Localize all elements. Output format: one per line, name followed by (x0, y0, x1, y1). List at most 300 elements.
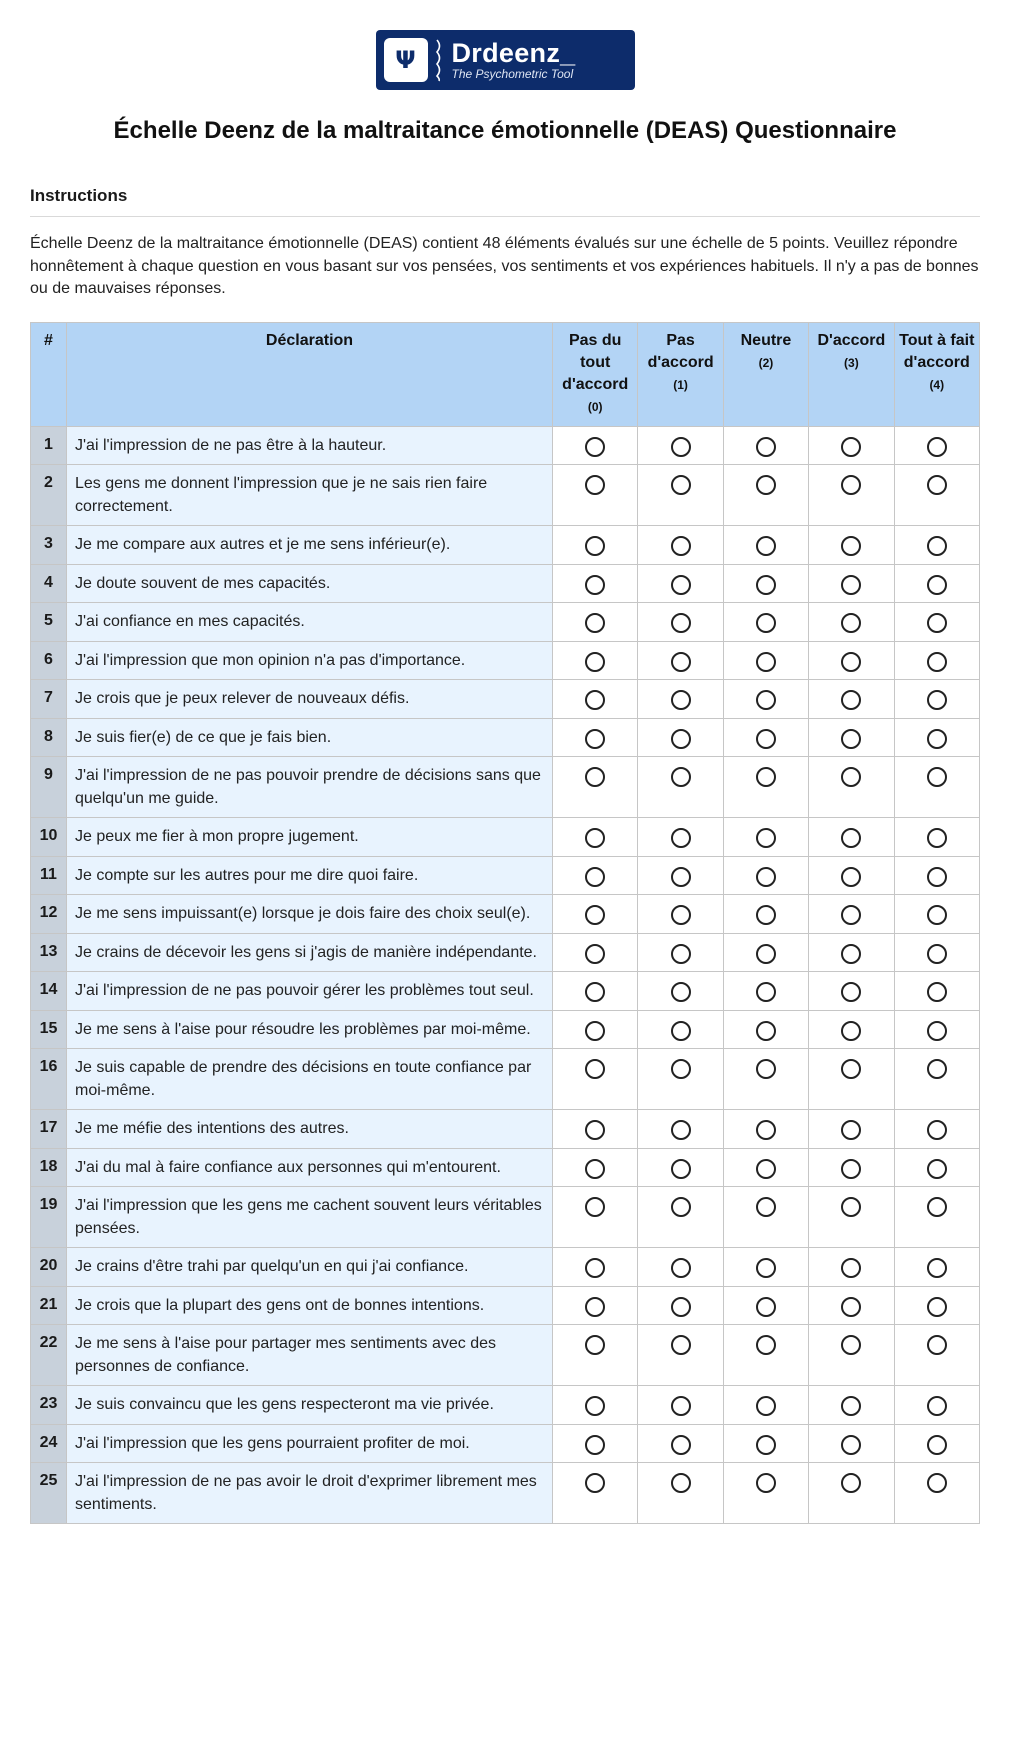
radio-option-1[interactable] (671, 575, 691, 595)
radio-option-1[interactable] (671, 1059, 691, 1079)
option-cell (553, 1010, 638, 1049)
option-cell (894, 1110, 979, 1149)
option-cell (638, 895, 723, 934)
option-cell (553, 1110, 638, 1149)
radio-option-3[interactable] (841, 475, 861, 495)
option-cell (809, 1248, 894, 1287)
option-cell (638, 1110, 723, 1149)
item-statement: Je suis fier(e) de ce que je fais bien. (67, 718, 553, 757)
radio-option-0[interactable] (585, 1396, 605, 1416)
radio-option-4[interactable] (927, 905, 947, 925)
option-label: Pas du tout d'accord (562, 331, 629, 393)
item-statement: J'ai l'impression que mon opinion n'a pas d'importance. (67, 641, 553, 680)
radio-option-3[interactable] (841, 1297, 861, 1317)
item-number: 15 (31, 1010, 67, 1049)
option-cell (723, 1049, 808, 1110)
radio-option-0[interactable] (585, 1021, 605, 1041)
radio-option-3[interactable] (841, 1021, 861, 1041)
radio-option-3[interactable] (841, 767, 861, 787)
radio-option-3[interactable] (841, 828, 861, 848)
option-cell (723, 1187, 808, 1248)
option-cell (638, 1049, 723, 1110)
radio-option-4[interactable] (927, 828, 947, 848)
radio-option-4[interactable] (927, 729, 947, 749)
option-cell (723, 895, 808, 934)
radio-option-0[interactable] (585, 437, 605, 457)
radio-option-1[interactable] (671, 1435, 691, 1455)
option-cell (809, 757, 894, 818)
radio-option-3[interactable] (841, 437, 861, 457)
radio-option-1[interactable] (671, 1335, 691, 1355)
radio-option-1[interactable] (671, 1473, 691, 1493)
option-cell (553, 526, 638, 565)
radio-option-0[interactable] (585, 575, 605, 595)
radio-option-3[interactable] (841, 1435, 861, 1455)
radio-option-0[interactable] (585, 767, 605, 787)
option-cell (638, 564, 723, 603)
option-cell (723, 1325, 808, 1386)
table-row (31, 1463, 980, 1524)
item-statement: J'ai l'impression que les gens pourraient profiter de moi. (67, 1424, 553, 1463)
option-cell (723, 933, 808, 972)
radio-option-2[interactable] (756, 828, 776, 848)
radio-option-2[interactable] (756, 690, 776, 710)
radio-option-1[interactable] (671, 437, 691, 457)
option-cell (638, 603, 723, 642)
option-cell (723, 1463, 808, 1524)
radio-option-2[interactable] (756, 1059, 776, 1079)
option-cell (638, 1463, 723, 1524)
radio-option-0[interactable] (585, 1435, 605, 1455)
item-statement: Je doute souvent de mes capacités. (67, 564, 553, 603)
item-statement: Je crois que la plupart des gens ont de bonnes intentions. (67, 1286, 553, 1325)
option-score: (3) (844, 355, 859, 370)
option-cell (894, 1010, 979, 1049)
table-row (31, 718, 980, 757)
option-cell (894, 1187, 979, 1248)
item-number: 21 (31, 1286, 67, 1325)
option-cell (723, 1386, 808, 1425)
radio-option-0[interactable] (585, 1120, 605, 1140)
option-cell (638, 1424, 723, 1463)
option-cell (638, 465, 723, 526)
option-cell (894, 1286, 979, 1325)
radio-option-4[interactable] (927, 690, 947, 710)
radio-option-2[interactable] (756, 767, 776, 787)
radio-option-0[interactable] (585, 1197, 605, 1217)
radio-option-2[interactable] (756, 575, 776, 595)
option-label: D'accord (817, 331, 886, 349)
radio-option-2[interactable] (756, 536, 776, 556)
radio-option-4[interactable] (927, 1435, 947, 1455)
item-number: 10 (31, 818, 67, 857)
radio-option-3[interactable] (841, 982, 861, 1002)
option-cell (894, 526, 979, 565)
option-cell (809, 1325, 894, 1386)
item-number: 6 (31, 641, 67, 680)
table-row (31, 1424, 980, 1463)
option-cell (723, 1424, 808, 1463)
radio-option-1[interactable] (671, 1197, 691, 1217)
radio-option-3[interactable] (841, 575, 861, 595)
radio-option-0[interactable] (585, 828, 605, 848)
option-cell (553, 641, 638, 680)
option-cell (894, 465, 979, 526)
radio-option-2[interactable] (756, 1335, 776, 1355)
radio-option-1[interactable] (671, 652, 691, 672)
item-number: 24 (31, 1424, 67, 1463)
radio-option-4[interactable] (927, 1021, 947, 1041)
radio-option-0[interactable] (585, 944, 605, 964)
header-option-3 (809, 322, 894, 426)
radio-option-1[interactable] (671, 729, 691, 749)
radio-option-2[interactable] (756, 867, 776, 887)
radio-option-3[interactable] (841, 1059, 861, 1079)
option-score: (1) (673, 377, 688, 392)
radio-option-1[interactable] (671, 690, 691, 710)
radio-option-0[interactable] (585, 1335, 605, 1355)
option-cell (894, 603, 979, 642)
radio-option-0[interactable] (585, 1473, 605, 1493)
item-statement: Je me sens impuissant(e) lorsque je dois faire des choix seul(e). (67, 895, 553, 934)
option-cell (638, 972, 723, 1011)
logo-area (30, 0, 980, 90)
radio-option-0[interactable] (585, 690, 605, 710)
radio-option-4[interactable] (927, 437, 947, 457)
table-row (31, 856, 980, 895)
header-number: # (31, 322, 67, 426)
radio-option-0[interactable] (585, 613, 605, 633)
radio-option-4[interactable] (927, 867, 947, 887)
radio-option-1[interactable] (671, 767, 691, 787)
option-cell (723, 1148, 808, 1187)
radio-option-3[interactable] (841, 1197, 861, 1217)
radio-option-4[interactable] (927, 475, 947, 495)
logo-brace-icon (434, 38, 444, 82)
radio-option-2[interactable] (756, 1197, 776, 1217)
page-title: Échelle Deenz de la maltraitance émotionnelle (DEAS) Questionnaire (113, 117, 897, 144)
radio-option-1[interactable] (671, 613, 691, 633)
option-cell (809, 564, 894, 603)
option-score: (2) (758, 355, 774, 370)
option-cell (894, 895, 979, 934)
option-cell (638, 933, 723, 972)
option-cell (723, 603, 808, 642)
radio-option-1[interactable] (671, 1396, 691, 1416)
option-cell (894, 1325, 979, 1386)
table-row (31, 465, 980, 526)
option-cell (553, 564, 638, 603)
option-cell (894, 1049, 979, 1110)
option-cell (723, 1010, 808, 1049)
radio-option-1[interactable] (671, 867, 691, 887)
table-row (31, 972, 980, 1011)
option-cell (638, 1148, 723, 1187)
option-cell (894, 680, 979, 719)
table-row (31, 1286, 980, 1325)
radio-option-1[interactable] (671, 1297, 691, 1317)
option-cell (553, 1049, 638, 1110)
option-cell (638, 1187, 723, 1248)
item-statement: Je peux me fier à mon propre jugement. (67, 818, 553, 857)
radio-option-1[interactable] (671, 1120, 691, 1140)
radio-option-3[interactable] (841, 1120, 861, 1140)
item-statement: Je me sens à l'aise pour partager mes sentiments avec des personnes de confiance. (67, 1325, 553, 1386)
radio-option-0[interactable] (585, 475, 605, 495)
option-cell (809, 1386, 894, 1425)
option-cell (894, 972, 979, 1011)
radio-option-4[interactable] (927, 1059, 947, 1079)
option-cell (723, 526, 808, 565)
option-cell (723, 972, 808, 1011)
table-row (31, 1325, 980, 1386)
item-number: 12 (31, 895, 67, 934)
radio-option-0[interactable] (585, 729, 605, 749)
radio-option-4[interactable] (927, 982, 947, 1002)
logo-tagline: The Psychometric Tool (451, 67, 574, 81)
radio-option-3[interactable] (841, 652, 861, 672)
radio-option-3[interactable] (841, 1335, 861, 1355)
radio-option-4[interactable] (927, 1120, 947, 1140)
radio-option-2[interactable] (756, 905, 776, 925)
option-cell (809, 818, 894, 857)
radio-option-4[interactable] (927, 1297, 947, 1317)
radio-option-1[interactable] (671, 475, 691, 495)
radio-option-2[interactable] (756, 613, 776, 633)
option-cell (553, 818, 638, 857)
radio-option-1[interactable] (671, 944, 691, 964)
item-statement: Je crains de décevoir les gens si j'agis de manière indépendante. (67, 933, 553, 972)
header-option-4 (894, 322, 979, 426)
item-statement: J'ai l'impression de ne pas être à la hauteur. (67, 426, 553, 465)
option-cell (894, 1424, 979, 1463)
table-row (31, 1049, 980, 1110)
radio-option-2[interactable] (756, 652, 776, 672)
option-cell (809, 1424, 894, 1463)
radio-option-2[interactable] (756, 1258, 776, 1278)
table-row (31, 1248, 980, 1287)
table-row (31, 564, 980, 603)
item-statement: J'ai l'impression de ne pas pouvoir prendre de décisions sans que quelqu'un me guide. (67, 757, 553, 818)
radio-option-0[interactable] (585, 652, 605, 672)
option-cell (809, 1286, 894, 1325)
radio-option-2[interactable] (756, 1120, 776, 1140)
item-statement: Je me sens à l'aise pour résoudre les problèmes par moi-même. (67, 1010, 553, 1049)
radio-option-1[interactable] (671, 1159, 691, 1179)
option-cell (638, 680, 723, 719)
radio-option-0[interactable] (585, 905, 605, 925)
option-cell (638, 1386, 723, 1425)
radio-option-3[interactable] (841, 1396, 861, 1416)
table-row (31, 1010, 980, 1049)
radio-option-0[interactable] (585, 1258, 605, 1278)
radio-option-2[interactable] (756, 1021, 776, 1041)
radio-option-4[interactable] (927, 575, 947, 595)
radio-option-3[interactable] (841, 729, 861, 749)
option-cell (894, 641, 979, 680)
item-number: 1 (31, 426, 67, 465)
option-cell (894, 856, 979, 895)
header-option-2 (723, 322, 808, 426)
item-number: 8 (31, 718, 67, 757)
item-statement: J'ai l'impression de ne pas pouvoir gérer les problèmes tout seul. (67, 972, 553, 1011)
option-cell (638, 1010, 723, 1049)
questionnaire-table (30, 322, 980, 1525)
table-row (31, 818, 980, 857)
radio-option-4[interactable] (927, 944, 947, 964)
option-cell (553, 1424, 638, 1463)
item-number: 11 (31, 856, 67, 895)
radio-option-4[interactable] (927, 536, 947, 556)
option-cell (894, 1386, 979, 1425)
table-row (31, 426, 980, 465)
option-cell (809, 680, 894, 719)
radio-option-3[interactable] (841, 613, 861, 633)
radio-option-4[interactable] (927, 1197, 947, 1217)
header-option-0 (553, 322, 638, 426)
item-statement: J'ai confiance en mes capacités. (67, 603, 553, 642)
option-cell (553, 1248, 638, 1287)
option-cell (723, 680, 808, 719)
option-cell (894, 757, 979, 818)
radio-option-4[interactable] (927, 1335, 947, 1355)
item-statement: Je me méfie des intentions des autres. (67, 1110, 553, 1149)
option-cell (553, 972, 638, 1011)
option-cell (553, 426, 638, 465)
radio-option-3[interactable] (841, 944, 861, 964)
option-cell (809, 1049, 894, 1110)
radio-option-3[interactable] (841, 1159, 861, 1179)
item-statement: Je compte sur les autres pour me dire quoi faire. (67, 856, 553, 895)
radio-option-2[interactable] (756, 1159, 776, 1179)
table-row (31, 641, 980, 680)
table-row (31, 1148, 980, 1187)
header-statement: Déclaration (67, 322, 553, 426)
option-cell (553, 1187, 638, 1248)
psi-icon: Ψ (384, 38, 428, 82)
radio-option-2[interactable] (756, 437, 776, 457)
item-statement: J'ai l'impression que les gens me cachent souvent leurs véritables pensées. (67, 1187, 553, 1248)
radio-option-2[interactable] (756, 982, 776, 1002)
radio-option-0[interactable] (585, 1059, 605, 1079)
option-cell (723, 465, 808, 526)
logo-text (452, 39, 576, 81)
option-cell (894, 818, 979, 857)
radio-option-4[interactable] (927, 1258, 947, 1278)
option-cell (809, 972, 894, 1011)
option-score: (0) (587, 399, 603, 414)
option-cell (723, 818, 808, 857)
option-cell (553, 933, 638, 972)
option-cell (809, 1110, 894, 1149)
radio-option-2[interactable] (756, 729, 776, 749)
radio-option-3[interactable] (841, 1258, 861, 1278)
option-cell (723, 718, 808, 757)
radio-option-0[interactable] (585, 536, 605, 556)
radio-option-1[interactable] (671, 905, 691, 925)
header-option-1 (638, 322, 723, 426)
table-row (31, 757, 980, 818)
option-cell (638, 1325, 723, 1386)
option-cell (809, 426, 894, 465)
radio-option-4[interactable] (927, 767, 947, 787)
radio-option-2[interactable] (756, 1473, 776, 1493)
option-cell (809, 1463, 894, 1524)
option-cell (894, 718, 979, 757)
item-number: 5 (31, 603, 67, 642)
item-number: 19 (31, 1187, 67, 1248)
radio-option-3[interactable] (841, 905, 861, 925)
option-cell (553, 1325, 638, 1386)
option-cell (638, 641, 723, 680)
option-cell (638, 818, 723, 857)
option-cell (553, 1148, 638, 1187)
radio-option-1[interactable] (671, 536, 691, 556)
radio-option-3[interactable] (841, 536, 861, 556)
logo-name: Drdeenz_ (451, 38, 576, 68)
radio-option-2[interactable] (756, 1297, 776, 1317)
table-row (31, 526, 980, 565)
option-cell (723, 1248, 808, 1287)
radio-option-4[interactable] (927, 613, 947, 633)
option-label: Pas d'accord (647, 331, 714, 371)
item-statement: Je suis capable de prendre des décisions en toute confiance par moi-même. (67, 1049, 553, 1110)
item-statement: Je crains d'être trahi par quelqu'un en qui j'ai confiance. (67, 1248, 553, 1287)
radio-option-1[interactable] (671, 828, 691, 848)
option-cell (638, 718, 723, 757)
option-label: Tout à fait d'accord (899, 331, 975, 371)
radio-option-3[interactable] (841, 690, 861, 710)
option-cell (553, 680, 638, 719)
option-score: (4) (929, 377, 945, 392)
radio-option-3[interactable] (841, 1473, 861, 1493)
radio-option-3[interactable] (841, 867, 861, 887)
radio-option-2[interactable] (756, 475, 776, 495)
radio-option-0[interactable] (585, 867, 605, 887)
option-cell (553, 718, 638, 757)
radio-option-4[interactable] (927, 1159, 947, 1179)
option-cell (894, 564, 979, 603)
option-cell (553, 1463, 638, 1524)
option-cell (638, 1286, 723, 1325)
option-cell (638, 757, 723, 818)
option-cell (553, 1286, 638, 1325)
radio-option-4[interactable] (927, 652, 947, 672)
item-statement: Je suis convaincu que les gens respecteront ma vie privée. (67, 1386, 553, 1425)
radio-option-0[interactable] (585, 1297, 605, 1317)
radio-option-1[interactable] (671, 1258, 691, 1278)
radio-option-1[interactable] (671, 982, 691, 1002)
radio-option-4[interactable] (927, 1473, 947, 1493)
item-number: 9 (31, 757, 67, 818)
item-number: 23 (31, 1386, 67, 1425)
radio-option-1[interactable] (671, 1021, 691, 1041)
radio-option-4[interactable] (927, 1396, 947, 1416)
option-cell (553, 757, 638, 818)
option-cell (553, 895, 638, 934)
option-cell (723, 426, 808, 465)
radio-option-0[interactable] (585, 982, 605, 1002)
option-cell (809, 641, 894, 680)
option-cell (553, 465, 638, 526)
radio-option-2[interactable] (756, 944, 776, 964)
option-cell (809, 895, 894, 934)
radio-option-2[interactable] (756, 1396, 776, 1416)
brand-logo (376, 30, 635, 90)
radio-option-2[interactable] (756, 1435, 776, 1455)
instructions-text: Échelle Deenz de la maltraitance émotionnelle (DEAS) contient 48 éléments évalués sur une échelle de 5 points. Veuillez répondre honnêtement à chaque question en vous basant sur vos pensées, vos sentiments et vos expériences habituels. Il n'y a pas de bonnes ou de mauvaises réponses. (30, 235, 979, 297)
radio-option-0[interactable] (585, 1159, 605, 1179)
